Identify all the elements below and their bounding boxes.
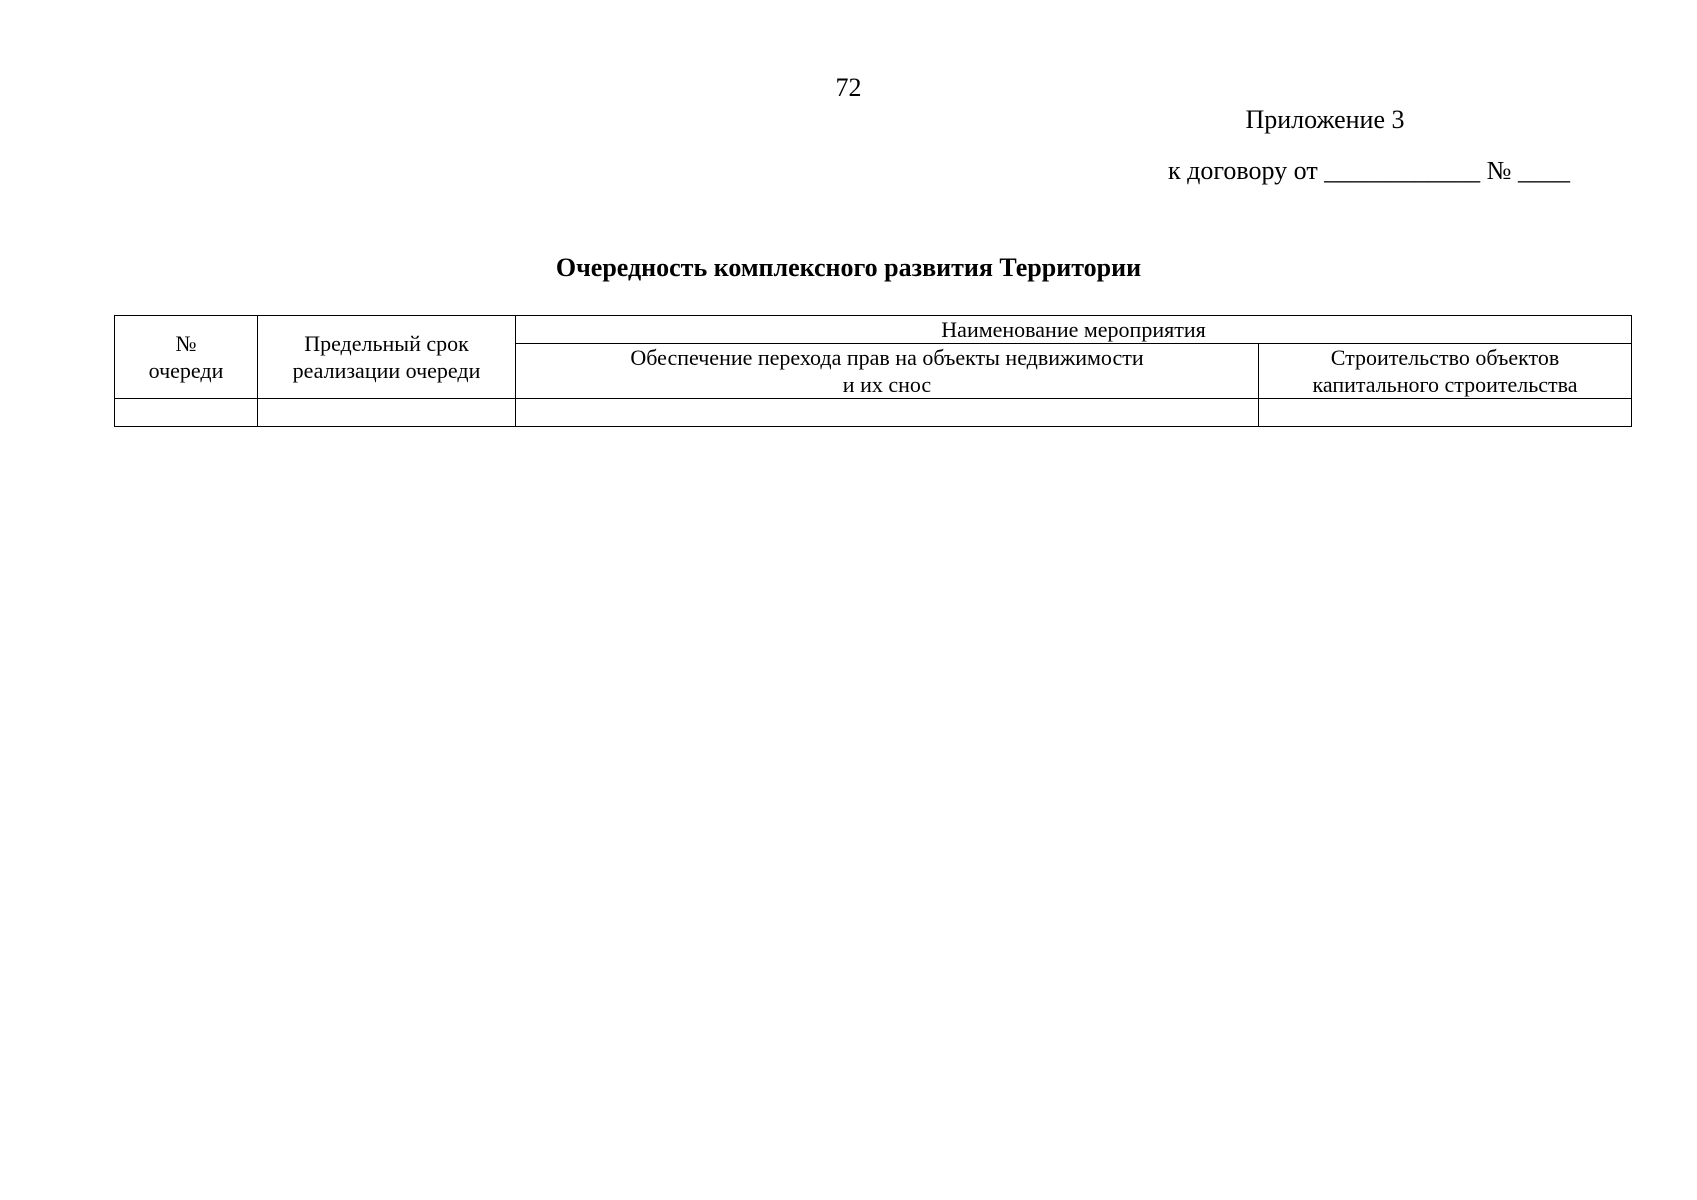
page-number: 72 xyxy=(835,73,862,102)
header-rights-transfer: Обеспечение перехода прав на объекты недвижимости и их снос xyxy=(516,344,1259,399)
table-row xyxy=(115,399,1632,427)
queue-table xyxy=(114,315,1632,427)
header-construction: Строительство объектов капитального строительства xyxy=(1259,344,1632,399)
header-deadline: Предельный срок реализации очереди xyxy=(258,316,516,399)
document-title: Очередность комплексного развития Территории xyxy=(555,253,1142,282)
appendix-label: Приложение 3 xyxy=(1245,105,1405,134)
table-cell xyxy=(258,399,516,427)
contract-reference: к договору от ____________ № ____ xyxy=(1168,156,1570,185)
table-cell xyxy=(516,399,1259,427)
header-queue-number: № очереди xyxy=(115,316,258,399)
table-cell xyxy=(115,399,258,427)
table-cell xyxy=(1259,399,1632,427)
header-event-name: Наименование мероприятия xyxy=(516,316,1632,344)
